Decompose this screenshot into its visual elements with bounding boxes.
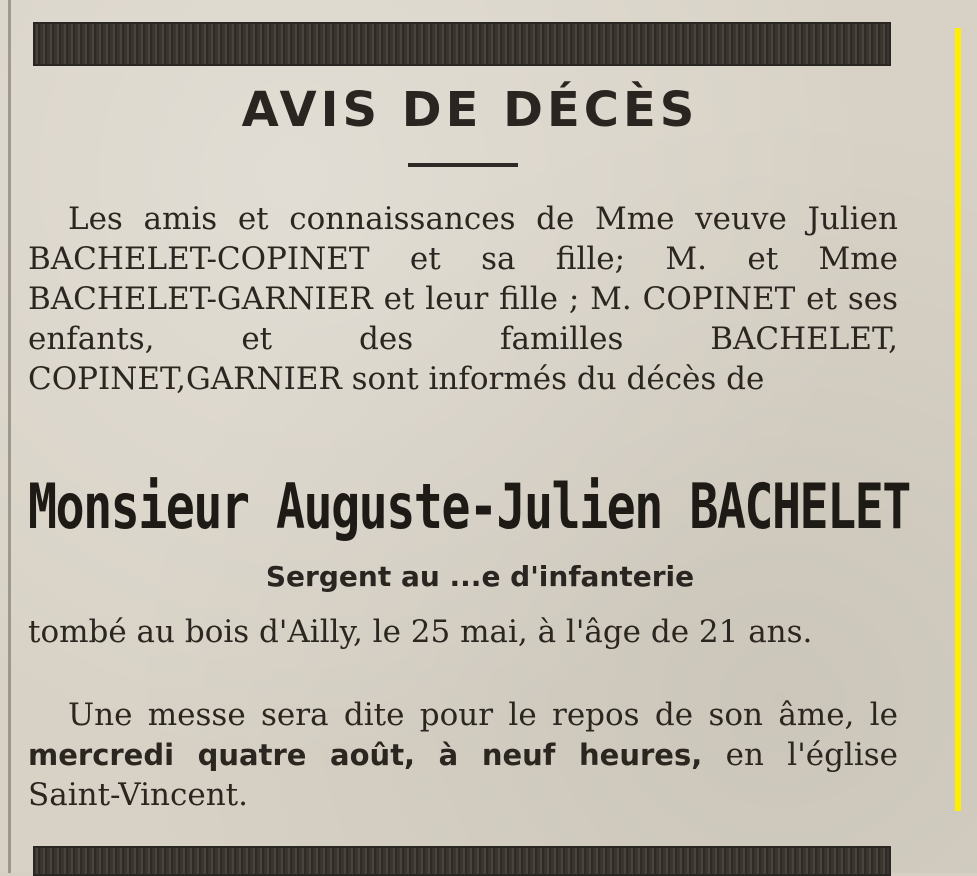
intro-paragraph <box>28 199 898 399</box>
highlight-marker-line <box>955 28 961 811</box>
mass-date: mercredi quatre août, à neuf heures, <box>28 738 703 772</box>
column-rule <box>8 0 11 873</box>
mass-text-2: en l'église Saint-Vincent. <box>28 737 898 813</box>
top-decorative-band <box>33 22 891 66</box>
title-underline <box>408 163 518 167</box>
intro-text: Les amis et connaissances de Mme veuve Julien BACHELET-COPINET et sa fille; M. et Mme BACHELET-GARNIER et leur fille ; M. COPINET et ses enfants, et des familles BACHELET, COPINET,GARNIER sont informés du décès de <box>28 201 898 397</box>
fallen-paragraph: tombé au bois d'Ailly, le 25 mai, à l'âge de 21 ans. <box>28 614 813 650</box>
deceased-rank: Sergent au ...e d'infanterie <box>265 560 695 593</box>
deceased-name: Monsieur Auguste-Julien BACHELET <box>28 470 910 543</box>
notice-title: AVIS DE DÉCÈS <box>241 82 699 138</box>
mass-paragraph <box>28 695 898 815</box>
mass-text-1: Une messe sera dite pour le repos de son âme, le <box>68 697 898 733</box>
bottom-decorative-band <box>33 846 891 876</box>
